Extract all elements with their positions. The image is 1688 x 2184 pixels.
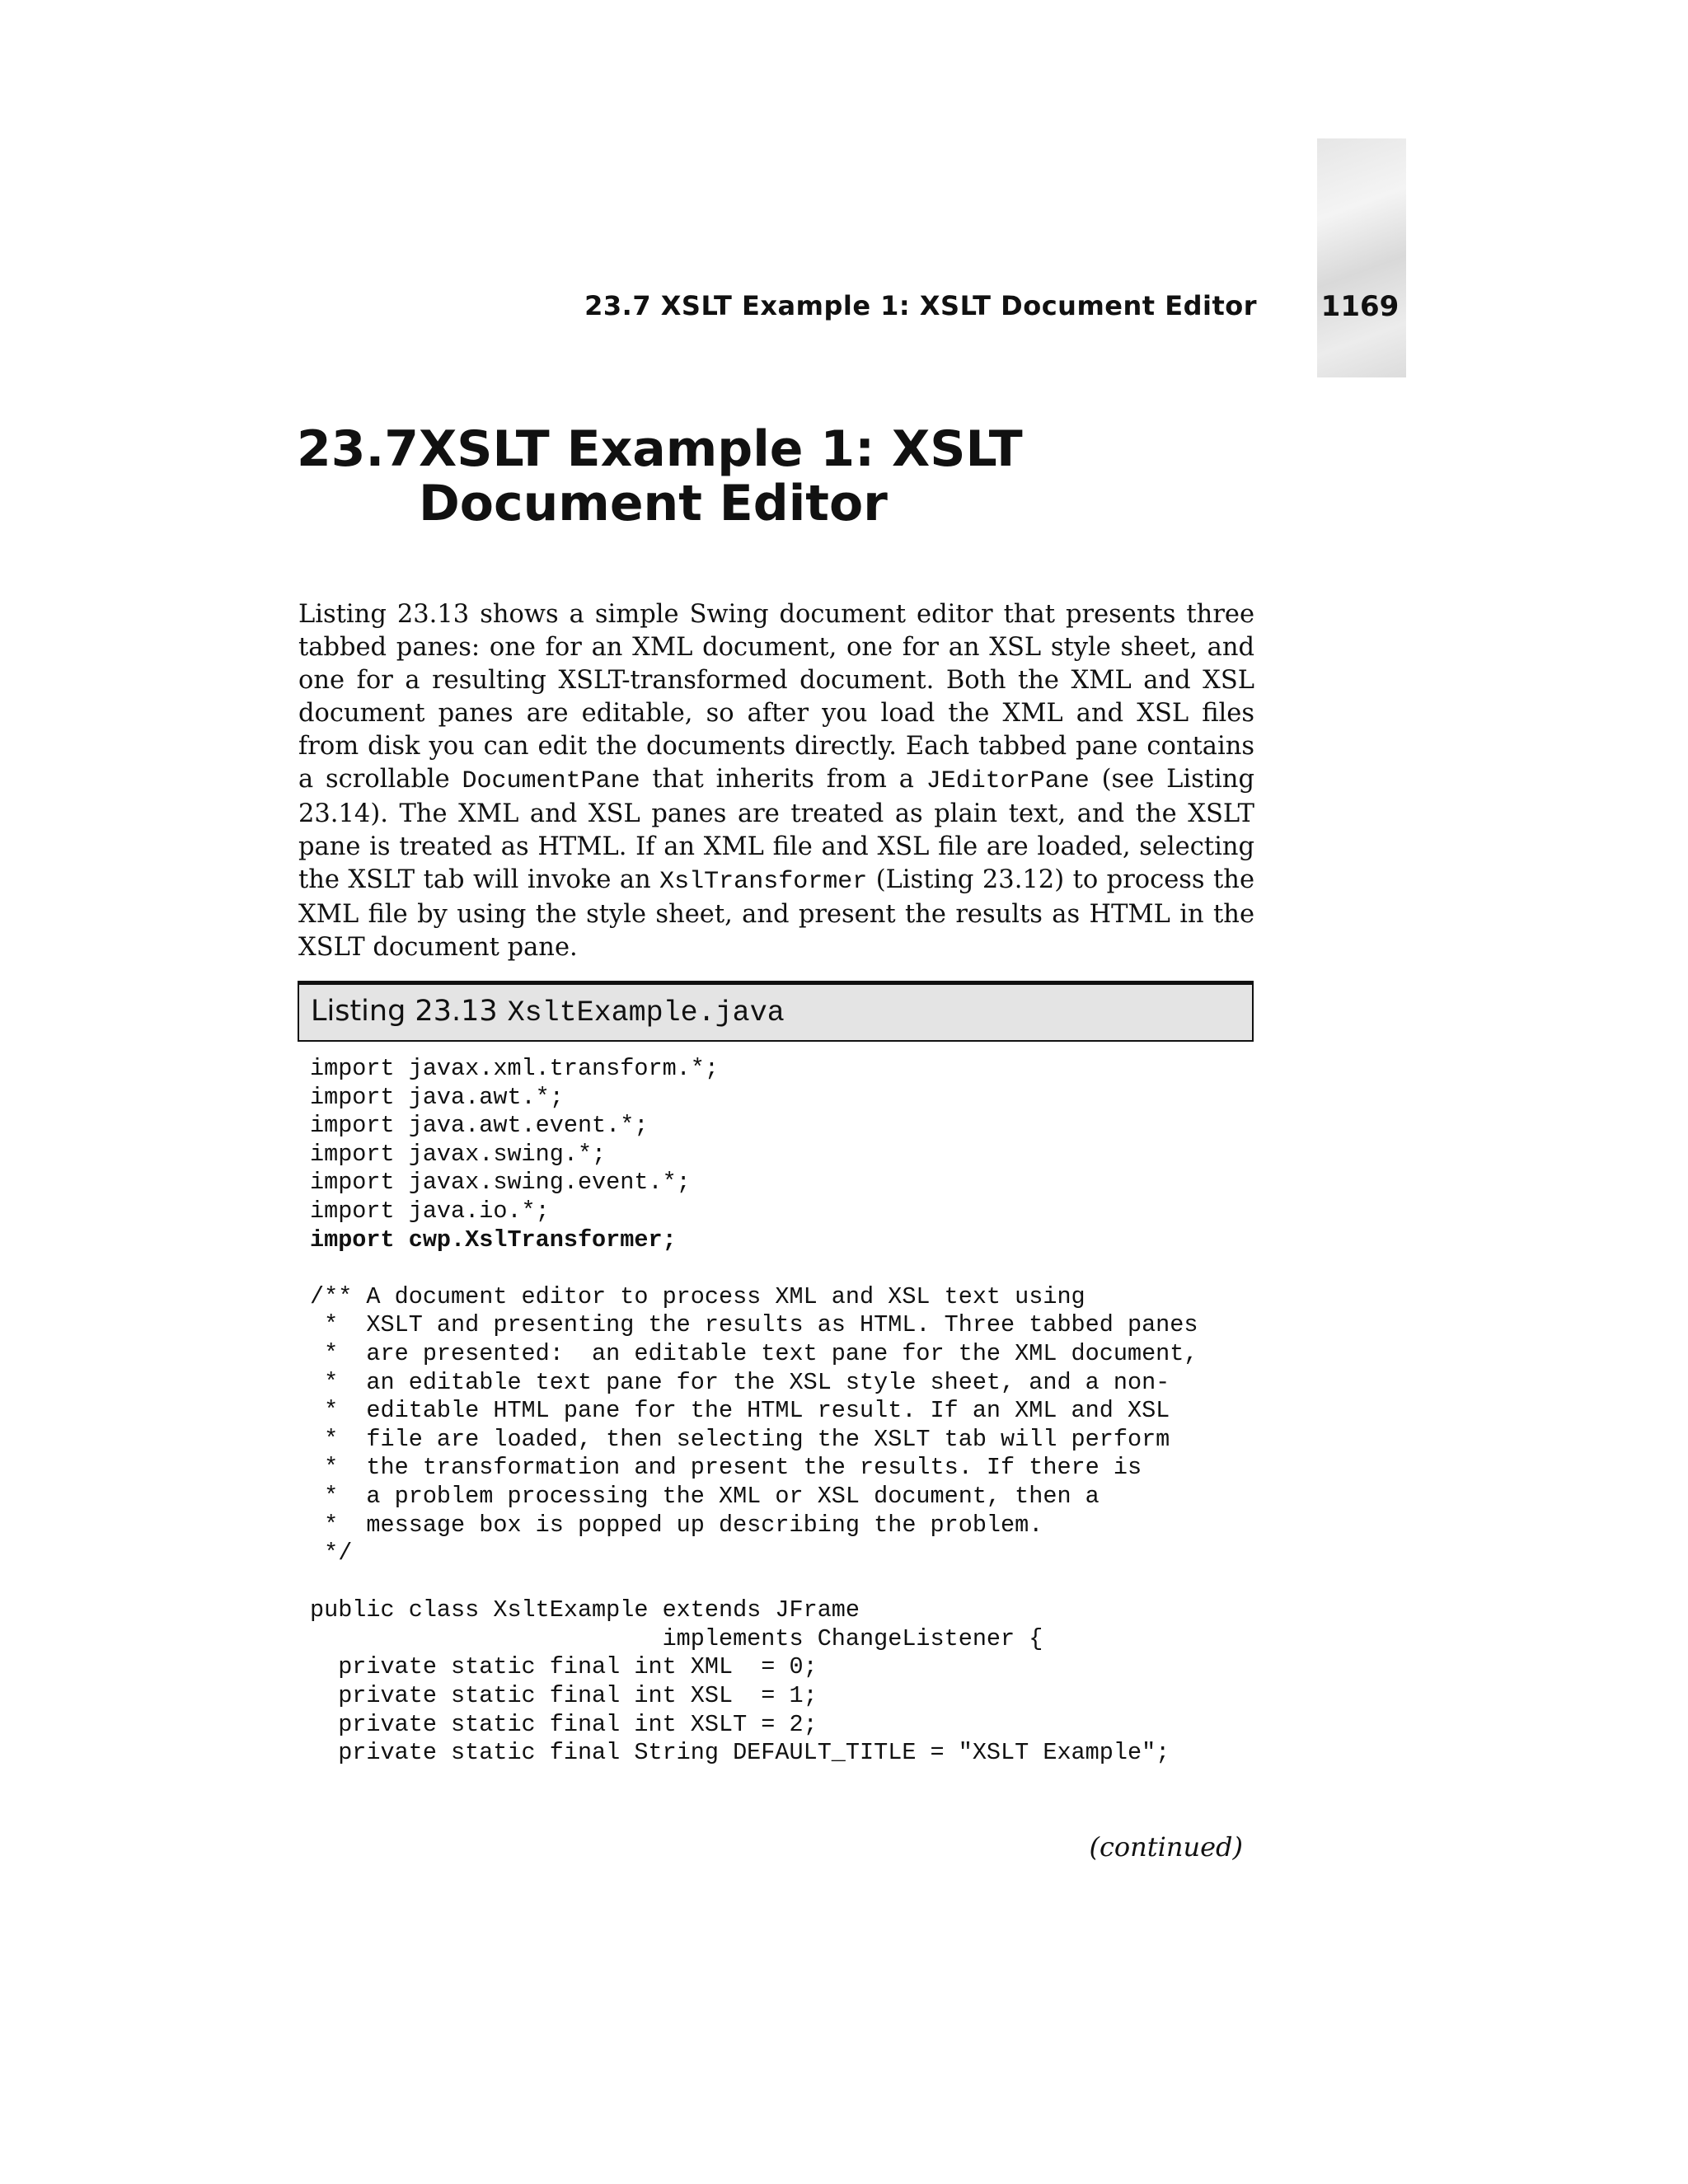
paragraph-text: (see Listing 23.14). The XML and XSL panes are treated as plain text, and the XSLT pane is treated as HTML. If an XML file and XSL file are loaded, selecting the XSLT tab will invoke an [298, 765, 1254, 894]
inline-code: DocumentPane [462, 767, 640, 795]
running-head: 23.7 XSLT Example 1: XSLT Document Editor [584, 290, 1257, 321]
page-number: 1169 [1320, 290, 1400, 323]
paragraph-text: (Listing 23.12) to process the XML file by using the style sheet, and present the results as HTML in the XSLT document pane. [298, 865, 1254, 962]
code-listing [310, 1055, 1198, 1768]
continued-note: (continued) [1089, 1831, 1243, 1863]
listing-caption [298, 981, 1254, 1042]
section-title-line2: Document Editor [419, 475, 888, 532]
listing-number: Listing 23.13 [311, 995, 498, 1028]
paragraph-text: Listing 23.13 shows a simple Swing document editor that presents three tabbed panes: one for an XML document, one for an XSL style sheet, and one for a resulting XSLT-transformed document. Both the XML and XSL document panes are editable, so after you load the XML and XSL files from disk you can edit the documents directly. Each tabbed pane contains a scrollable [298, 600, 1254, 794]
page-thumb-tab [1317, 138, 1406, 377]
paragraph-text: that inherits from a [640, 765, 926, 794]
listing-label [311, 995, 785, 1029]
listing-filename: XsltExample.java [507, 996, 785, 1029]
code-body: /** A document editor to process XML and XSL text using * XSLT and presenting the results as HTML. Three tabbed panes * are presented: an editable text pane for the XML document, * an editable text pane for the XSL style sheet, and a non- * editable HTML pane for the HTML result. If an XML and XSL * file are loaded, then selecting the XSLT tab will perform * the transformation and present the results. If there is * a problem processing the XML or XSL document, then a * message box is popped up describing the problem. */ public class XsltExample extends JFrame implements ChangeListener { private static final int XML = 0; private static final int XSL = 1; private static final int XSLT = 2; private static final String DEFAULT_TITLE = "XSLT Example"; [310, 1282, 1198, 1767]
code-bold-import: import cwp.XslTransformer; [310, 1226, 677, 1254]
inline-code: XslTransformer [659, 868, 868, 896]
section-number: 23.7 [297, 420, 420, 478]
inline-code: JEditorPane [926, 767, 1090, 795]
code-imports: import javax.xml.transform.*; import java.awt.*; import java.awt.event.*; import javax.swing.*; import javax.swing.event.*; import java.io.*; [310, 1055, 719, 1225]
body-paragraph [298, 598, 1254, 964]
section-title-line1: XSLT Example 1: XSLT [419, 420, 1023, 478]
